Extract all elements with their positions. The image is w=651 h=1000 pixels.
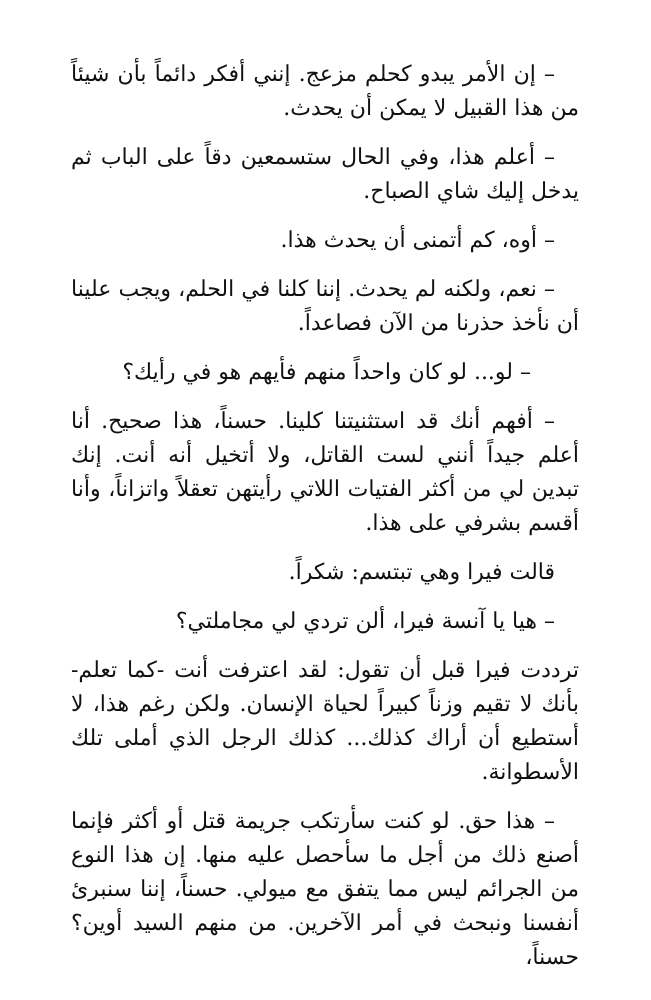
paragraph-7: قالت فيرا وهي تبتسم: شكراً. bbox=[288, 560, 555, 585]
paragraph-3: – أوه، كم أتمنى أن يحدث هذا. bbox=[280, 228, 555, 253]
book-page bbox=[71, 58, 579, 990]
paragraph-6: – أفهم أنك قد استثنيتنا كلينا. حسناً، هذا صحيح. أنا أعلم جيداً أنني لست القاتل، ولا أتخيل أنه أنت. إنك تبدين لي من أكثر الفتيات اللاتي رأيتهن تعقلاً واتزاناً، وأنا أقسم بشرفي على هذا. bbox=[71, 409, 579, 536]
paragraph-1: – إن الأمر يبدو كحلم مزعج. إنني أفكر دائماً بأن شيئاً من هذا القبيل لا يمكن أن يحدث. bbox=[71, 62, 579, 121]
paragraph-8: – هيا يا آنسة فيرا، ألن تردي لي مجاملتي؟ bbox=[175, 609, 555, 634]
paragraph-2: – أعلم هذا، وفي الحال ستسمعين دقاً على الباب ثم يدخل إليك شاي الصباح. bbox=[71, 145, 579, 204]
paragraph-4: – نعم، ولكنه لم يحدث. إننا كلنا في الحلم، ويجب علينا أن نأخذ حذرنا من الآن فصاعداً. bbox=[71, 277, 579, 336]
paragraph-9: ترددت فيرا قبل أن تقول: لقد اعترفت أنت -كما تعلم- بأنك لا تقيم وزناً كبيراً لحياة الإنسان. ولكن رغم هذا، لا أستطيع أن أراك كذلك... كذلك الرجل الذي أملى تلك الأسطوانة. bbox=[71, 658, 579, 785]
paragraph-10: – هذا حق. لو كنت سأرتكب جريمة قتل أو أكثر فإنما أصنع ذلك من أجل ما سأحصل عليه منها. إن هذا النوع من الجرائم ليس مما يتفق مع ميولي. حسناً، إننا سنبرئ أنفسنا ونبحث في أمر الآخرين. من منهم السيد أوين؟ حسناً، bbox=[71, 809, 579, 970]
paragraph-5: – لو... لو كان واحداً منهم فأيهم هو في رأيك؟ bbox=[122, 360, 531, 385]
